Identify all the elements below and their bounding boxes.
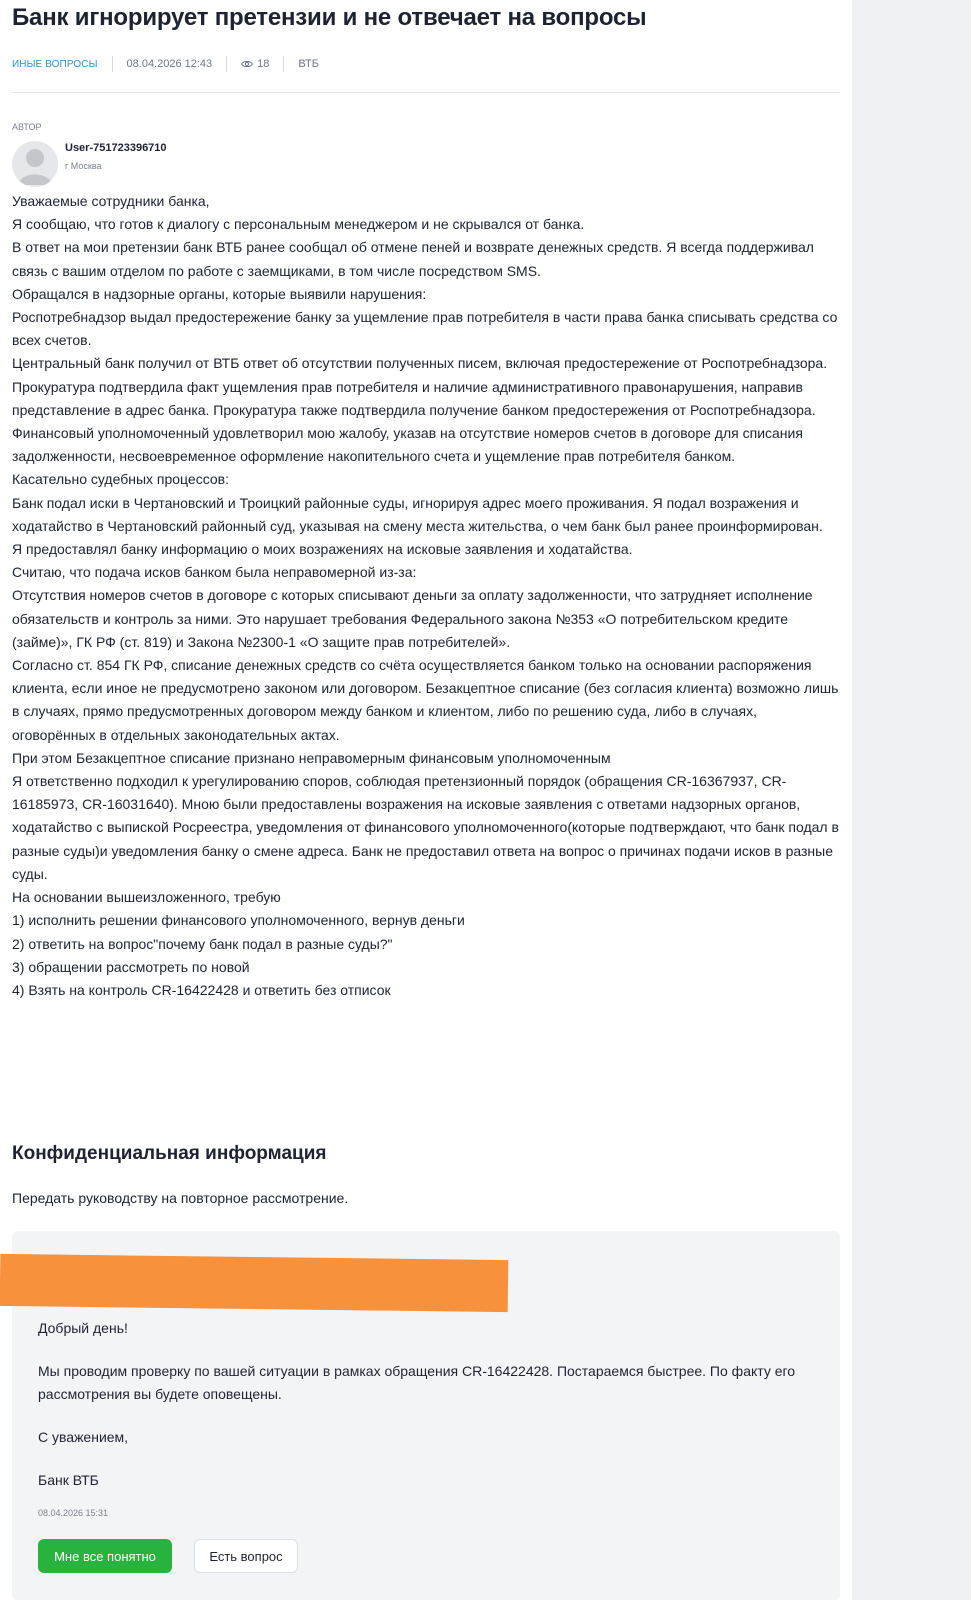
- views-count: 18: [257, 58, 270, 70]
- body-paragraph: Отсутствия номеров счетов в договоре с которых списывают деньги за оплату задолженности, что затрудняет исполнение обязательств и контроль за ними. Это нарушает требования Федерального закона №353 «О потребительском кредите (займе)», ГК РФ (ст. 819) и Закона №2300-1 «О защите прав потребителей».: [12, 587, 813, 650]
- body-paragraph: 2) ответить на вопрос"почему банк подал в разные суды?": [12, 935, 393, 952]
- header-divider: [12, 92, 840, 93]
- confidential-title: Конфиденциальная информация: [12, 1143, 327, 1164]
- page-title: Банк игнорирует претензии и не отвечает на вопросы: [12, 4, 647, 31]
- author-city: г Москва: [65, 161, 102, 171]
- avatar: [12, 141, 58, 187]
- views-counter: [241, 58, 269, 70]
- meta-divider: [283, 56, 284, 72]
- body-paragraph: Я ответственно подходил к урегулированию споров, соблюдая претензионный порядок (обращения CR-16367937, CR-16185973, CR-16031640). Мною были предоставлены возражения на исковые заявления с ответами надзорных органов, ходатайство с выпиской Росреестра, уведомления от финансового уполномоченного(которые подтверждают, что банк подал в разные суды)и уведомления банку о смене адреса. Банк не предоставил ответа на вопрос о причинах подачи исков в разные суды.: [12, 773, 839, 882]
- meta-divider: [226, 56, 227, 72]
- body-paragraph: Считаю, что подача исков банком была неправомерной из-за:: [12, 564, 417, 581]
- body-paragraph: Прокуратура подтвердила факт ущемления прав потребителя и наличие административного правонарушения, направив представление в адрес банка. Прокуратура также подтвердила получение банком предостережения от Роспотребнадзора.: [12, 378, 816, 418]
- author-name[interactable]: User-751723396710: [65, 142, 167, 154]
- body-paragraph: Финансовый уполномоченный удовлетворил мою жалобу, указав на отсутствие номеров счетов в договоре для списания задолженности, несвоевременное оформление накопительного счета и ущемление прав потребителя банком.: [12, 425, 803, 465]
- body-paragraph: При этом Безакцептное списание признано неправомерным финансовым уполномоченным: [12, 749, 611, 766]
- body-paragraph: Я предоставлял банку информацию о моих возражениях на исковые заявления и ходатайства.: [12, 541, 633, 558]
- category-link[interactable]: ИНЫЕ ВОПРОСЫ: [12, 58, 98, 70]
- body-paragraph: Банк подал иски в Чертановский и Троицкий районные суды, игнорируя адрес моего проживания. Я подал возражения и ходатайство в Чертановский районный суд, указывая на смену места жительства, о чем банк был ранее проинформирован.: [12, 494, 823, 534]
- reply-closing: С уважением,: [38, 1429, 129, 1445]
- article-meta: [12, 56, 319, 72]
- body-paragraph: 4) Взять на контроль CR-16422428 и ответить без отписок: [12, 981, 391, 998]
- right-gutter: [852, 0, 971, 1600]
- body-paragraph: Касательно судебных процессов:: [12, 471, 229, 488]
- body-paragraph: Уважаемые сотрудники банка,: [12, 193, 210, 209]
- complaint-body: [12, 190, 840, 1002]
- body-paragraph: 1) исполнить решении финансового уполномоченного, вернув деньги: [12, 912, 465, 929]
- user-placeholder-icon: [12, 141, 58, 187]
- reply-greeting: Добрый день!: [38, 1320, 128, 1336]
- confidential-text: Передать руководству на повторное рассмотрение.: [12, 1190, 349, 1206]
- body-paragraph: В ответ на мои претензии банк ВТБ ранее сообщал об отмене пеней и возврате денежных средств. Я всегда поддерживал связь с вашим отделом по работе с заемщиками, в том числе посредством SMS.: [12, 239, 814, 279]
- reply-date: 08.04.2026 15:31: [38, 1508, 109, 1518]
- body-paragraph: 3) обращении рассмотреть по новой: [12, 958, 250, 975]
- meta-divider: [112, 56, 113, 72]
- publish-datetime: 08.04.2026 12:43: [126, 58, 213, 70]
- bank-name-link[interactable]: ВТБ: [298, 58, 319, 70]
- understood-button[interactable]: Мне все понятно: [38, 1539, 172, 1573]
- body-paragraph: Центральный банк получил от ВТБ ответ об отсутствии полученных писем, включая предостережение от Роспотребнадзора.: [12, 355, 828, 372]
- bank-reply-text: [38, 1317, 818, 1512]
- redaction-mark: [0, 1254, 508, 1312]
- body-paragraph: На основании вышеизложенного, требую: [12, 889, 281, 906]
- body-paragraph: Я сообщаю, что готов к диалогу с персональным менеджером и не скрывался от банка.: [12, 216, 585, 233]
- eye-icon: [241, 60, 253, 68]
- body-paragraph: Обращался в надзорные органы, которые выявили нарушения:: [12, 285, 427, 302]
- reply-message: Мы проводим проверку по вашей ситуации в рамках обращения CR-16422428. Постараемся быстрее. По факту его рассмотрения вы будете оповещены.: [38, 1363, 796, 1402]
- body-paragraph: Роспотребнадзор выдал предостережение банку за ущемление прав потребителя в части права банка списывать средства со всех счетов.: [12, 309, 838, 349]
- author-label: АВТОР: [12, 122, 42, 132]
- body-paragraph: Согласно ст. 854 ГК РФ, списание денежных средств со счёта осуществляется банком только на основании распоряжения клиента, если иное не предусмотрено законом или договором. Безакцептное списание (без согласия клиента) возможно лишь в случаях, прямо предусмотренных договором между банком и клиентом, либо по решению суда, либо в случаях, оговорённых в отдельных законодательных актах.: [12, 657, 839, 743]
- reply-signature: Банк ВТБ: [38, 1472, 99, 1488]
- ask-question-button[interactable]: Есть вопрос: [194, 1539, 298, 1573]
